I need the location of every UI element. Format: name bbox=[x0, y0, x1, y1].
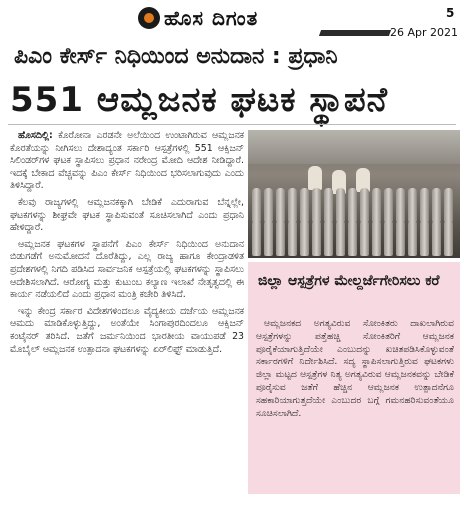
newspaper-title: ಹೊಸ ದಿಗಂತ bbox=[164, 6, 259, 30]
newspaper-logo bbox=[138, 4, 258, 32]
headline-divider bbox=[8, 124, 456, 125]
sidebar-paragraph: ಆಮ್ಲಜನಕದ ಅಗತ್ಯವಿರುವ ಸೋಂಕಿತರು ದಾಖಲಾಗಿರುವ ಆಸ್ಪತ್ರೆಗಳನ್ನು ಪತ್ತೆಹಚ್ಚಿ ಸೋಂಕಿತರಿಗೆ ಆಮ್ಲಜನಕ ಪೂರೈಕೆಯಾಗುತ್ತಿದೆಯೇ ಎಂಬುದನ್ನು ಖಚಿತಪಡಿಸಿಕೊಳ್ಳುವಂತೆ ಸರ್ಕಾರಗಳಿಗೆ ನಿರ್ದೇಶಿಸಿದೆ. ಸದ್ಯ ಸ್ಥಾಪಿಸಲಾಗುತ್ತಿರುವ ಘಟಕಗಳು ಜಿಲ್ಲಾ ಮಟ್ಟದ ಆಸ್ಪತ್ರೆಗಳ ನಿತ್ಯ ಅಗತ್ಯವಿರುವ ಆಮ್ಲಜನಕವನ್ನು ಬೇಡಿಕೆ ಪೂರೈಸುವ ಜತೆಗೆ ಹೆಚ್ಚಿನ ಆಮ್ಲಜನಕ ಉತ್ಪಾದನೆಗೂ ಸಹಕಾರಿಯಾಗುತ್ತದೆಯೇ ಎಂಬುದರ ಬಗ್ಗೆ ಗಮನಹರಿಸುವಂತೆಯೂ ಸೂಚಿಸಲಾಗಿದೆ. bbox=[256, 318, 454, 419]
sidebar-body bbox=[256, 318, 454, 420]
logo-emblem-icon bbox=[138, 7, 160, 29]
photo-worker bbox=[308, 166, 322, 190]
sidebar-box bbox=[248, 262, 460, 494]
oxygen-cylinders-photo bbox=[248, 130, 460, 258]
article-paragraph: ಕೆಲವು ರಾಜ್ಯಗಳಲ್ಲಿ ಆಮ್ಲಜನಕಕ್ಕಾಗಿ ಬೇಡಿಕೆ ಎದುರಾಗುವ ಬೆನ್ನಲ್ಲೇ, ಘಟಕಗಳನ್ನು ಶೀಘ್ರವೇ ಘಟಕ ಸ್ಥಾಪಿಸುವಂತೆ ಸೂಚಿಸಲಾಗಿದೆ ಎಂದು ಪ್ರಧಾನಿ ಹೇಳಿದ್ದಾರೆ. bbox=[10, 196, 244, 234]
date-accent-bar bbox=[319, 30, 391, 36]
article-body bbox=[10, 130, 244, 360]
headline-kicker: ಪಿಎಂ ಕೇರ್ಸ್ ನಿಧಿಯಿಂದ ಅನುದಾನ : ಪ್ರಧಾನಿ bbox=[14, 44, 338, 69]
article-paragraph bbox=[10, 130, 244, 193]
cylinder-row bbox=[248, 220, 460, 258]
sidebar-heading: ಜಿಲ್ಲಾ ಆಸ್ಪತ್ರೆಗಳ ಮೇಲ್ದರ್ಜೆಗೇರಿಸಲು ಕರೆ bbox=[258, 273, 440, 289]
masthead bbox=[0, 0, 464, 40]
headline-main: 551 ಆಮ್ಲಜನಕ ಘಟಕ ಸ್ಥಾಪನೆ bbox=[10, 80, 388, 120]
page-number: 5 bbox=[446, 6, 455, 20]
article-paragraph: ಆಮ್ಲಜನಕ ಘಟಕಗಳ ಸ್ಥಾಪನೆಗೆ ಪಿಎಂ ಕೇರ್ಸ್ ನಿಧಿಯಿಂದ ಅನುದಾನ ಬಿಡುಗಡೆಗೆ ಅನುಮೋದನೆ ದೊರೆತಿದ್ದು, ಎಲ್ಲ ರಾಜ್ಯ ಹಾಗೂ ಕೇಂದ್ರಾಡಳಿತ ಪ್ರದೇಶಗಳಲ್ಲಿ ನಿಗದಿ ಪಡಿಸಿದ ಸಾರ್ವಜನಿಕ ಆಸ್ಪತ್ರೆಯಲ್ಲಿ ಘಟಕಗಳನ್ನು ಸ್ಥಾಪಿಸಲು ಆದೇಶಿಸಲಾಗಿದೆ. ಆರೋಗ್ಯ ಮತ್ತು ಕುಟುಂಬ ಕಲ್ಯಾಣ ಇಲಾಖೆ ನೇತೃತ್ವದಲ್ಲಿ ಈ ಕಾರ್ಯ ನಡೆಯಲಿದೆ ಎಂದು ಪ್ರಧಾನ ಮಂತ್ರಿ ಕಚೇರಿ ತಿಳಿಸಿದೆ. bbox=[10, 238, 244, 301]
paragraph-text: ಕೊರೋನಾ ಎರಡನೇ ಅಲೆಯಿಂದ ಉಂಟಾಗಿರುವ ಆಮ್ಲಜನಕ ಕೊರತೆಯನ್ನು ನೀಗಿಸಲು ದೇಶಾದ್ಯಂತ ಸರ್ಕಾರಿ ಆಸ್ಪತ್ರೆಗಳಲ್ಲಿ 551 ಆಕ್ಸಿಜನ್ ಸಿಲಿಂಡರ್‌ಗಳ ಘಟಕ ಸ್ಥಾಪಿಸಲು ಪ್ರಧಾನ ನರೇಂದ್ರ ಮೋದಿ ಆದೇಶ ನೀಡಿದ್ದಾರೆ. ಇದಕ್ಕೆ ಬೇಕಾದ ವೆಚ್ಚವನ್ನು ಪಿಎಂ ಕೇರ್ಸ್ ನಿಧಿಯಿಂದ ಭರಿಸಲಾಗುವುದು ಎಂದು ತಿಳಿಸಿದ್ದಾರೆ. bbox=[10, 130, 245, 192]
article-paragraph: ಇನ್ನು ಕೇಂದ್ರ ಸರ್ಕಾರ ವಿದೇಶಗಳಿಂದಲೂ ವೈದ್ಯಕೀಯ ದರ್ಜೆಯ ಆಮ್ಲಜನಕ ಆಮದು ಮಾಡಿಕೊಳ್ಳುತ್ತಿದ್ದು, ಅಂತೆಯೇ ಸಿಂಗಾಪುರದಿಂದಲೂ ಆಕ್ಸಿಜನ್ ಕಂಟೈನರ್ ತರಿಸಿದೆ. ಜತೆಗೆ ಜರ್ಮನಿಯಿಂದ ಭಾರತೀಯ ವಾಯುಪಡೆ 23 ಮೊಬೈಲ್ ಆಮ್ಲಜನಕ ಉತ್ಪಾದನಾ ಘಟಕಗಳನ್ನು ಏರ್‌ಲಿಫ್ಟ್ ಮಾಡುತ್ತಿದೆ. bbox=[10, 305, 244, 355]
dateline: ಹೊಸದಿಲ್ಲಿ: bbox=[18, 130, 53, 141]
photo-shed-roof bbox=[248, 130, 460, 164]
issue-date: 26 Apr 2021 bbox=[390, 26, 459, 39]
